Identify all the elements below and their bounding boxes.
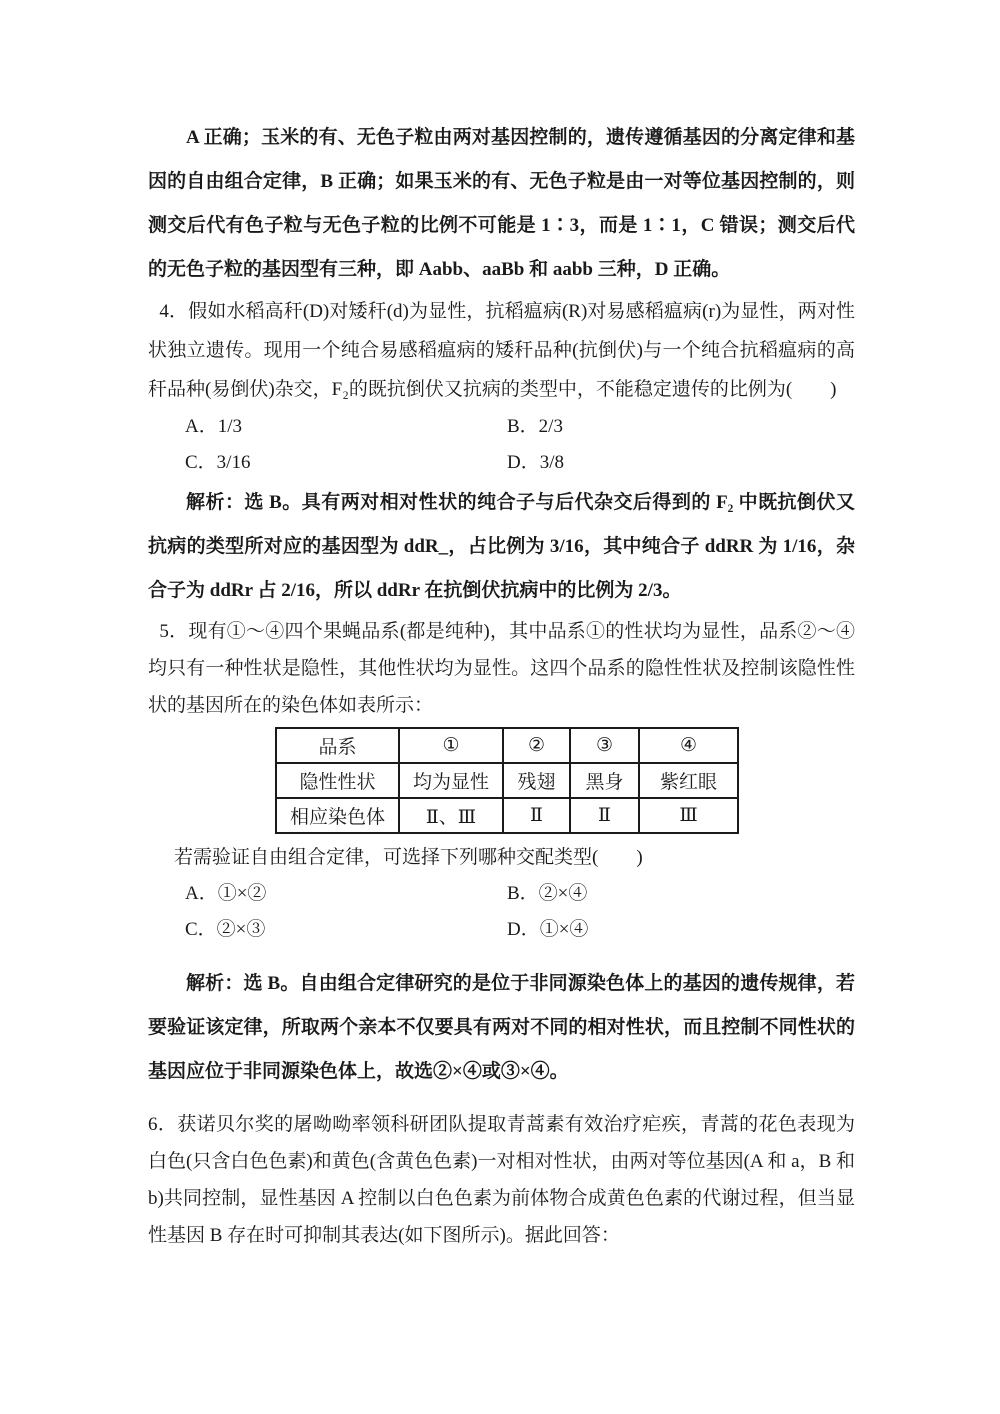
table-cell: Ⅲ (639, 798, 738, 833)
question-5-option-b: B．②×④ (507, 883, 588, 904)
table-header-cell-2: ② (503, 728, 570, 763)
table-header-cell-strain: 品系 (276, 728, 399, 763)
question-5-prompt: 若需验证自由组合定律，可选择下列哪种交配类型( ) (174, 847, 643, 868)
question-4-option-c: C．3/16 (185, 452, 251, 473)
table-cell: Ⅱ (503, 798, 570, 833)
table-header-cell-1: ① (399, 728, 503, 763)
question-4-option-a: A．1/3 (185, 416, 243, 437)
table-cell: 黑身 (570, 763, 639, 798)
question-4-analysis: 解析：选 B。具有两对相对性状的纯合子与后代杂交后得到的 F₂ 中既抗倒伏又抗病的类型所对应的基因型为 ddR_，占比例为 3/16，其中纯合子 ddRR 为 1/16，杂合子为 ddRr 占 2/16，所以 ddRr 在抗倒伏抗病中的比例为 2/3。 (148, 492, 855, 601)
table-cell: Ⅱ、Ⅲ (399, 798, 503, 833)
question-5-option-d: D．①×④ (507, 919, 589, 940)
table-cell: 残翅 (503, 763, 570, 798)
question-5-option-c: C．②×③ (185, 919, 266, 940)
table-cell: Ⅱ (570, 798, 639, 833)
analysis-question-3-continuation: A 正确；玉米的有、无色子粒由两对基因控制的，遗传遵循基因的分离定律和基因的自由组合定律，B 正确；如果玉米的有、无色子粒是由一对等位基因控制的，则测交后代有色子粒与无色子粒的比例不可能是 1∶3，而是 1∶1，C 错误；测交后代的无色子粒的基因型有三种，即 Aabb、aaBb 和 aabb 三种，D 正确。 (148, 127, 855, 280)
question-5-option-a: A．①×② (185, 883, 267, 904)
fruit-fly-strain-table (275, 727, 739, 834)
table-cell: 相应染色体 (276, 798, 399, 833)
question-6-stem: 6．获诺贝尔奖的屠呦呦率领科研团队提取青蒿素有效治疗疟疾，青蒿的花色表现为白色(只含白色色素)和黄色(含黄色色素)一对相对性状，由两对等位基因(A 和 a，B 和 b)共同控制，显性基因 A 控制以白色色素为前体物合成黄色色素的代谢过程，但当显性基因 B 存在时可抑制其表达(如下图所示)。据此回答： (148, 1114, 855, 1246)
table-header-row (276, 728, 738, 763)
table-cell: 隐性性状 (276, 763, 399, 798)
table-header-cell-4: ④ (639, 728, 738, 763)
table-row-recessive-trait (276, 763, 738, 798)
table-cell: 均为显性 (399, 763, 503, 798)
table-cell: 紫红眼 (639, 763, 738, 798)
question-4-options (148, 409, 855, 481)
table-row-chromosome (276, 798, 738, 833)
table-header-cell-3: ③ (570, 728, 639, 763)
question-5-options (148, 876, 855, 948)
question-5-stem: 5．现有①～④四个果蝇品系(都是纯种)，其中品系①的性状均为显性，品系②～④均只有一种性状是隐性，其他性状均为显性。这四个品系的隐性性状及控制该隐性性状的基因所在的染色体如表所示： (148, 621, 855, 716)
question-4-option-d: D．3/8 (507, 452, 565, 473)
question-4-option-b: B．2/3 (507, 416, 563, 437)
question-4-stem: 4．假如水稻高秆(D)对矮秆(d)为显性，抗稻瘟病(R)对易感稻瘟病(r)为显性，两对性状独立遗传。现用一个纯合易感稻瘟病的矮秆品种(抗倒伏)与一个纯合抗稻瘟病的高秆品种(易倒伏)杂交，F₂的既抗倒伏又抗病的类型中，不能稳定遗传的比例为( ) (148, 301, 855, 400)
question-5-analysis: 解析：选 B。自由组合定律研究的是位于非同源染色体上的基因的遗传规律，若要验证该定律，所取两个亲本不仅要具有两对不同的相对性状，而且控制不同性状的基因应位于非同源染色体上，故选②×④或③×④。 (148, 973, 855, 1082)
